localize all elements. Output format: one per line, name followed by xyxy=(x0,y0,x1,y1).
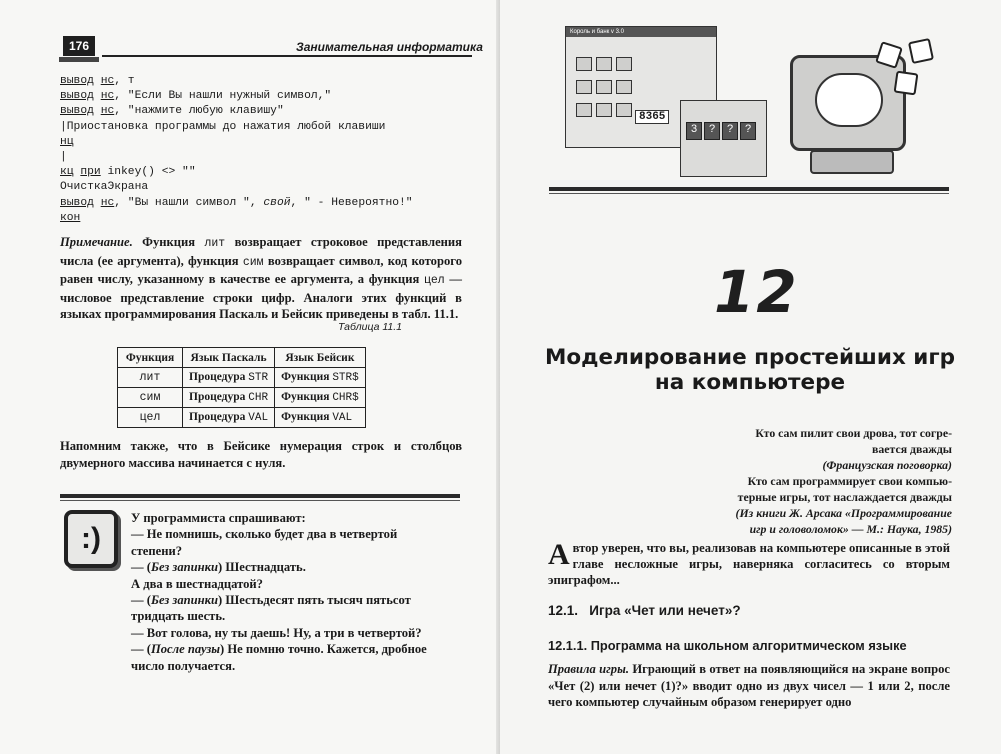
code-token: нц xyxy=(60,135,74,148)
table-caption: Таблица 11.1 xyxy=(338,321,402,333)
joke-token: число получается. xyxy=(131,658,236,673)
epigraph-2 xyxy=(690,473,952,537)
code-line xyxy=(60,120,413,135)
joke-line xyxy=(131,625,461,641)
cell-code: VAL xyxy=(248,412,269,424)
code-token: вывод xyxy=(60,196,94,209)
note-text: возвращает строковое представления числа (ее аргумента), функция xyxy=(60,235,462,268)
cell-code: CHR$ xyxy=(332,392,359,404)
code-line xyxy=(60,74,413,89)
table-cell-function: цел xyxy=(118,408,183,428)
rules-label: Правила игры. xyxy=(548,662,629,676)
running-title: Занимательная информатика xyxy=(296,40,483,54)
epigraph-1 xyxy=(690,425,952,473)
code-token: |Приостановка программы до нажатия любой клавиши xyxy=(60,120,386,133)
left-page xyxy=(0,0,500,754)
joke-token: — Вот голова, ну ты даешь! Ну, а три в четвертой? xyxy=(131,625,422,640)
joke-token: — Не помнишь, сколько будет два в четвертой xyxy=(131,527,398,542)
code-token: вывод xyxy=(60,75,94,87)
note-text: Функция xyxy=(132,235,205,249)
function-name: сим xyxy=(242,255,264,269)
code-token: , "Вы нашли символ ", xyxy=(114,196,264,209)
subsection-heading: 12.1.1. Программа на школьном алгоритмическом языке xyxy=(548,638,907,653)
table-cell-pascal xyxy=(183,408,275,428)
joke-token: — ( xyxy=(131,560,151,575)
mascot-keyboard-icon xyxy=(810,150,894,174)
cell-word: Процедура xyxy=(189,371,246,383)
page-number: 176 xyxy=(63,36,95,56)
table-row xyxy=(118,368,366,388)
table-cell-pascal xyxy=(183,388,275,408)
cell-code: VAL xyxy=(332,412,353,424)
guess-box: ? xyxy=(722,122,738,140)
score-counter: 8365 xyxy=(635,110,669,124)
code-line xyxy=(60,150,413,165)
table-header-cell: Функция xyxy=(118,348,183,368)
table-cell-basic xyxy=(275,368,366,388)
reminder-paragraph: Напомним также, что в Бейсике нумерация строк и столбцов двумерного массива начинается с нуля. xyxy=(60,439,462,470)
guess-box: 3 xyxy=(686,122,702,140)
section-heading: 12.1. Игра «Чет или нечет»? xyxy=(548,603,741,618)
code-token xyxy=(94,105,101,117)
joke-line xyxy=(131,526,461,542)
joke-token: — ( xyxy=(131,593,151,608)
code-token: кц xyxy=(60,166,74,179)
table-row xyxy=(118,388,366,408)
chapter-title xyxy=(540,345,960,395)
dice-icon xyxy=(908,38,934,64)
cell-code: STR xyxy=(248,372,269,384)
table-row xyxy=(118,408,366,428)
joke-line xyxy=(131,608,461,624)
joke-token: — ( xyxy=(131,642,151,657)
epigraph-text: Кто сам пилит свои дрова, тот согре- xyxy=(755,426,952,440)
cell-word: Процедура xyxy=(189,391,246,403)
code-line xyxy=(60,135,413,150)
functions-table xyxy=(117,347,366,428)
code-token: при xyxy=(80,166,101,179)
note-text: возвращает символ, код которого равен числу, указанному в качестве ее аргумента, а функция xyxy=(60,253,462,287)
code-token: нс xyxy=(100,75,115,87)
mascot-face xyxy=(815,73,883,127)
code-token: inkey() <> "" xyxy=(100,166,196,179)
guess-window-illustration xyxy=(680,100,767,177)
table-header-cell: Язык Бейсик xyxy=(275,348,366,368)
joke-line xyxy=(131,592,461,608)
code-token: нс xyxy=(100,196,115,209)
cell-word: Функция xyxy=(281,371,330,383)
code-token: ОчисткаЭкрана xyxy=(60,181,149,194)
cell-word: Функция xyxy=(281,391,330,403)
code-token: вывод xyxy=(60,90,94,103)
joke-line xyxy=(131,559,461,575)
chapter-title-line: Моделирование простейших игр xyxy=(545,345,955,370)
smiley-icon: :) xyxy=(64,510,118,568)
joke-token: Без запинки xyxy=(150,593,219,608)
code-token: свой xyxy=(263,196,291,209)
code-token xyxy=(94,75,101,87)
game-window-title: Король и банк v 3.0 xyxy=(566,27,716,37)
table-cell-function: сим xyxy=(118,388,183,408)
table-cell-basic xyxy=(275,388,366,408)
code-listing xyxy=(60,74,413,226)
joke-token: Без запинки xyxy=(150,560,219,575)
epigraph-text: вается дважды xyxy=(872,442,952,456)
drop-cap: А xyxy=(548,538,570,571)
table-header-row xyxy=(118,348,366,368)
joke-line xyxy=(131,510,461,526)
joke-token: После паузы xyxy=(150,642,221,657)
table-cell-function: лит xyxy=(118,368,183,388)
header-rule xyxy=(102,55,472,57)
epigraph-text: терные игры, тот наслаждается дважды xyxy=(737,490,952,504)
epigraph-source: (Из книги Ж. Арсака «Программирование xyxy=(735,506,952,520)
epigraph-text: Кто сам программирует свои компью- xyxy=(747,474,952,488)
chapter-rule xyxy=(549,187,949,191)
cell-code: STR$ xyxy=(332,372,359,384)
cell-word: Процедура xyxy=(189,411,246,423)
code-line xyxy=(60,180,413,195)
note-paragraph xyxy=(60,234,462,323)
joke-line xyxy=(131,641,461,657)
joke-token: А два в шестнадцатой? xyxy=(131,576,263,591)
table-cell-basic xyxy=(275,408,366,428)
joke-token: ) Не помню точно. Кажется, дробное xyxy=(220,642,427,657)
joke-token: тридцать шесть. xyxy=(131,609,226,624)
epigraph-source: игр и головоломок» — М.: Наука, 1985) xyxy=(749,522,952,536)
joke-separator xyxy=(60,494,460,498)
guess-box: ? xyxy=(704,122,720,140)
code-token: нс xyxy=(100,90,115,103)
lead-text: втор уверен, что вы, реализовав на компьютере описанные в этой главе несложные игры, наверняка согласитесь со вторым эпиграфом... xyxy=(548,541,950,587)
function-name: лит xyxy=(204,237,226,250)
code-line xyxy=(60,211,413,226)
joke-text xyxy=(131,510,461,674)
code-token: нс xyxy=(100,105,115,118)
joke-token: ) Шестнадцать. xyxy=(218,560,306,575)
joke-token: У программиста спрашивают: xyxy=(131,511,306,525)
guess-box: ? xyxy=(740,122,756,140)
cell-word: Функция xyxy=(281,411,330,423)
rules-paragraph xyxy=(548,661,950,711)
lead-paragraph xyxy=(548,540,950,588)
joke-token: степени? xyxy=(131,543,183,558)
guess-boxes xyxy=(685,119,757,141)
table-cell-pascal xyxy=(183,368,275,388)
epigraph-source: (Французская поговорка) xyxy=(822,458,952,472)
joke-token: ) Шестьдесят пять тысяч пятьсот xyxy=(218,593,411,608)
rules-text: Играющий в ответ на появляющийся на экране вопрос «Чет (2) или нечет (1)?» вводит одно из двух чисел — 1 или 2, после чего компьютер случайным образом генерирует одно xyxy=(548,662,951,709)
code-token: , "нажмите любую клавишу" xyxy=(114,105,284,118)
code-line xyxy=(60,196,413,211)
dice-icon xyxy=(894,71,919,96)
joke-line xyxy=(131,576,461,592)
code-token: , т xyxy=(114,75,135,87)
joke-line xyxy=(131,658,461,674)
table-header-cell: Язык Паскаль xyxy=(183,348,275,368)
code-line xyxy=(60,165,413,180)
note-text: — числовое представление строки цифр. Аналоги этих функций в языках программирования Паскаль и Бейсик приведены в табл. 11.1. xyxy=(60,272,462,322)
code-token: вывод xyxy=(60,105,94,118)
joke-line xyxy=(131,543,461,559)
chapter-number: 12 xyxy=(714,258,799,326)
code-token: , " - Невероятно!" xyxy=(290,196,413,209)
code-line xyxy=(60,89,413,104)
code-token: | xyxy=(60,150,67,163)
code-token xyxy=(94,90,101,102)
note-label: Примечание. xyxy=(60,235,133,249)
code-token: кон xyxy=(60,211,81,224)
cell-code: CHR xyxy=(248,392,269,404)
code-token xyxy=(94,197,101,209)
function-name: цел xyxy=(423,274,445,288)
chapter-title-line: на компьютере xyxy=(654,370,846,395)
code-line xyxy=(60,104,413,119)
code-token: , "Если Вы нашли нужный символ," xyxy=(114,90,332,103)
computer-mascot-icon xyxy=(790,55,906,151)
